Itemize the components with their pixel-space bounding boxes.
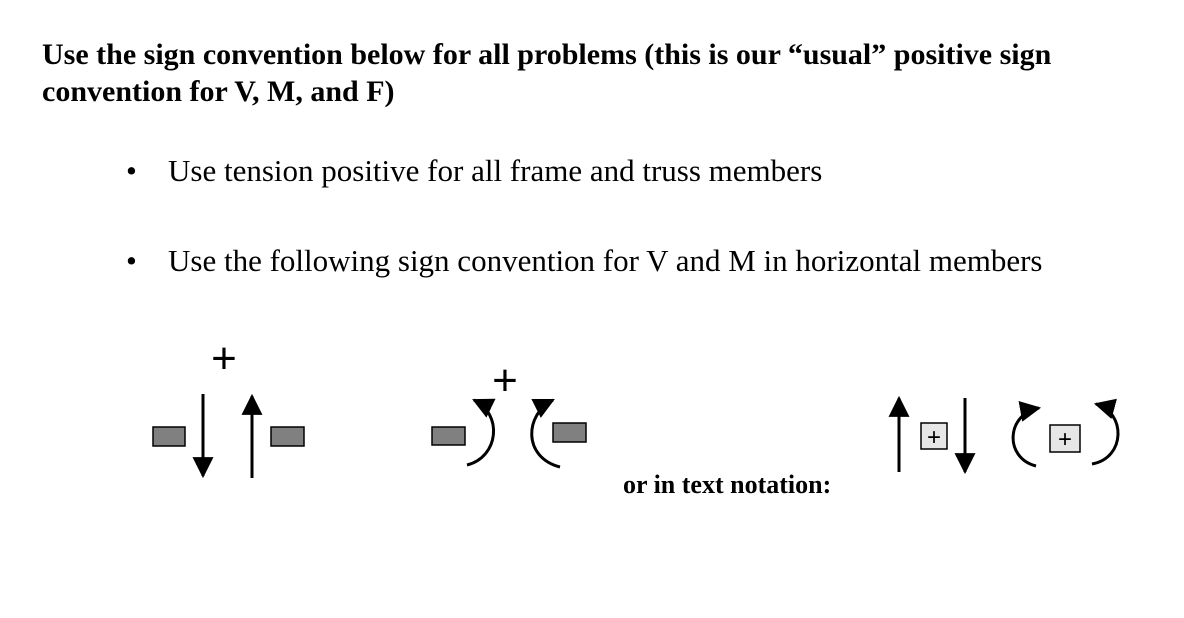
moment-convention-figure	[432, 356, 586, 467]
shear-notation-plus: +	[926, 424, 942, 451]
moment-notation-plus: +	[1057, 426, 1073, 453]
shear-plus-sign: +	[211, 334, 237, 383]
moment-plus-sign: +	[492, 356, 518, 405]
shear-notation-figure	[899, 398, 965, 472]
bullet-list	[0, 0, 1184, 300]
text-notation-label: or in text notation:	[623, 470, 832, 499]
sign-convention-diagram	[0, 330, 1184, 530]
bullet-dot: •	[126, 243, 137, 278]
curved-arrow-icon	[1013, 408, 1039, 466]
bullet-dot: •	[126, 153, 137, 188]
segment-block-icon	[432, 427, 465, 445]
curved-arrow-icon	[467, 400, 494, 465]
bullet-item-shear-moment	[126, 243, 1042, 279]
segment-block-icon	[553, 423, 586, 442]
moment-notation-figure	[1013, 404, 1118, 466]
curved-arrow-icon	[1092, 404, 1118, 464]
segment-block-icon	[153, 427, 185, 446]
bullet-item-tension	[126, 153, 822, 189]
bullet-text: Use tension positive for all frame and truss members	[168, 153, 823, 188]
bullet-text: Use the following sign convention for V and M in horizontal members	[168, 243, 1043, 278]
segment-block-icon	[271, 427, 304, 446]
page-heading: Use the sign convention below for all problems (this is our “usual” positive sign convention for V, M, and F)	[42, 38, 1052, 108]
shear-convention-figure	[153, 334, 304, 478]
